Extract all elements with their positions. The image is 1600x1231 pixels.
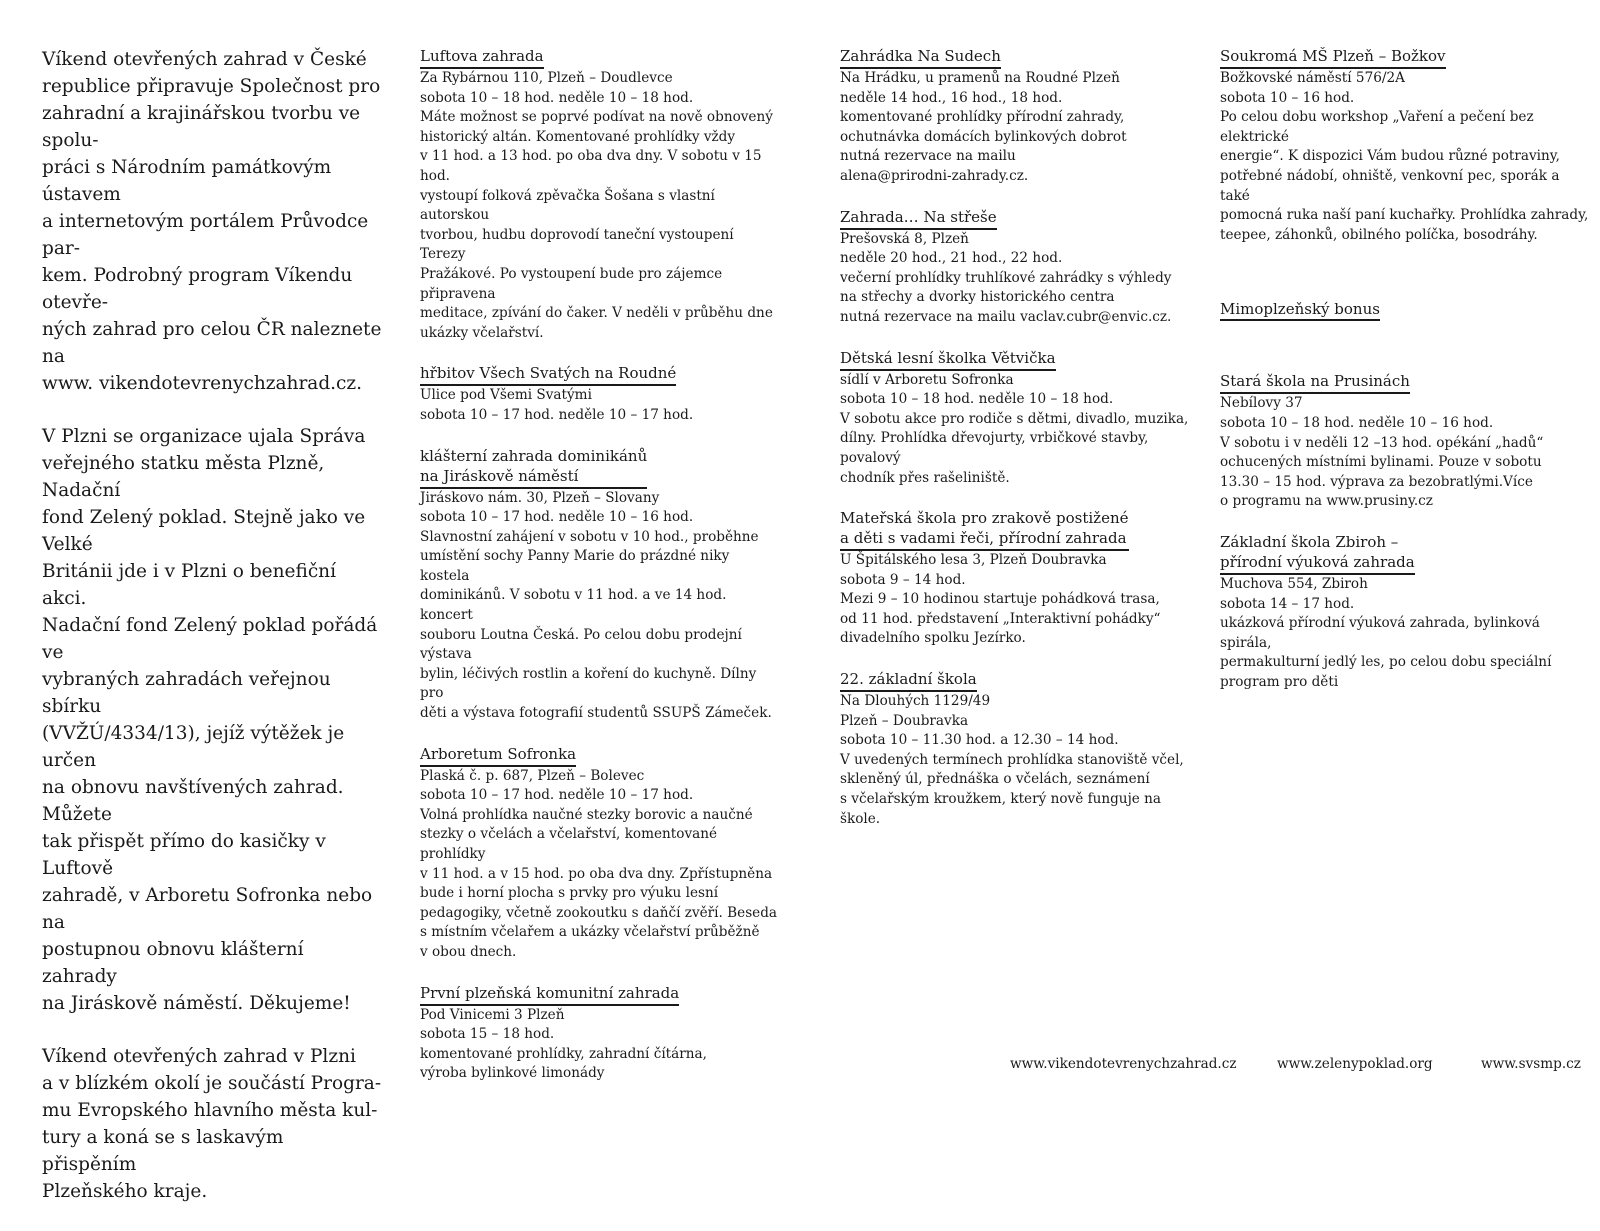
garden-description: večerní prohlídky truhlíkové zahrádky s výhledy na střechy a dvorky historického centra nutná rezervace na mailu vaclav.cubr@envic.cz.: [840, 269, 1172, 325]
footer-link-zelenypoklad[interactable]: www.zelenypoklad.org: [1277, 1056, 1433, 1072]
garden-address: Ulice pod Všemi Svatými: [420, 387, 592, 404]
garden-address: Plzeň – Doubravka: [840, 712, 969, 729]
garden-description: komentované prohlídky, zahradní čítárna, výroba bylinkové limonády: [420, 1045, 707, 1082]
garden-list-column-1: [420, 46, 780, 1104]
garden-hours: sobota 14 – 17 hod.: [1220, 595, 1355, 612]
garden-hours: sobota 15 – 18 hod.: [420, 1026, 555, 1043]
intro-text: [42, 46, 382, 1231]
garden-address: Jiráskovo nám. 30, Plzeň – Slovany: [420, 489, 660, 506]
garden-entry: [840, 46, 1200, 187]
garden-title: Dětská lesní školka Větvička: [840, 348, 1056, 371]
garden-description: ukázková přírodní výuková zahrada, bylinková spirála, permakulturní jedlý les, po celou dobu speciální program pro děti: [1220, 615, 1552, 690]
garden-description: Volná prohlídka naučné stezky borovic a naučné stezky o včelách a včelařství, komentované prohlídky v 11 hod. a v 15 hod. po oba dva dny. Zpřístupněna bude i horní plocha s prvky pro výuku lesní pedagogiky, včetně zookoutku s daňčí zvěří. Beseda s místním včelařem a ukázky včelařství průběžně v obou dnech.: [420, 806, 778, 960]
garden-description: Po celou dobu workshop „Vaření a pečení bez elektrické energie“. K dispozici Vám budou různé potraviny, potřebné nádobí, ohniště, venkovní pec, sporák a také pomocná ruka naší paní kuchařky. Prohlídka zahrady, teepee, záhonků, obilného políčka, bosodráhy.: [1220, 109, 1589, 243]
garden-entry: [420, 446, 780, 724]
garden-entry: [420, 363, 780, 425]
garden-description: Slavnostní zahájení v sobotu v 10 hod., proběhne umístění sochy Panny Marie do prázdné niky kostela dominikánů. V sobotu v 11 hod. a ve 14 hod. koncert souboru Loutna Česká. Po celou dobu prodejní výstava bylin, léčivých rostlin a koření do kuchyně. Dílny pro děti a výstava fotografií studentů SSUPŠ Zámeček.: [420, 528, 772, 722]
garden-hours: sobota 10 – 18 hod. neděle 10 – 16 hod.: [1220, 414, 1494, 431]
garden-hours: sobota 10 – 17 hod. neděle 10 – 17 hod.: [420, 406, 694, 423]
garden-address: Pod Vinicemi 3 Plzeň: [420, 1006, 565, 1023]
garden-hours: sobota 10 – 16 hod.: [1220, 89, 1355, 106]
garden-title: Mateřská škola pro zrakově postižené a děti s vadami řeči, přírodní zahrada: [840, 508, 1129, 551]
garden-entry: [1220, 46, 1590, 245]
garden-address: U Špitálského lesa 3, Plzeň Doubravka: [840, 552, 1107, 569]
garden-address: Za Rybárnou 110, Plzeň – Doudlevce: [420, 70, 673, 86]
garden-title: Arboretum Sofronka: [420, 744, 576, 767]
garden-address: Nebílovy 37: [1220, 395, 1303, 412]
garden-address: Božkovské náměstí 576/2A: [1220, 70, 1405, 86]
garden-hours: neděle 14 hod., 16 hod., 18 hod.: [840, 89, 1063, 106]
garden-entry: [420, 983, 780, 1084]
garden-entry: [1220, 532, 1590, 693]
garden-address: Na Dlouhých 1129/49: [840, 693, 991, 710]
garden-list-column-2: [840, 46, 1200, 849]
garden-title: Luftova zahrada: [420, 46, 544, 69]
bonus-heading: Mimoplzeňský bonus: [1220, 299, 1380, 321]
garden-description: V uvedených termínech prohlídka stanoviště včel, skleněný úl, přednáška o včelách, seznámení s včelařským kroužkem, který nově funguje na škole.: [840, 751, 1184, 827]
garden-description: V sobotu akce pro rodiče s dětmi, divadlo, muzika, dílny. Prohlídka dřevojurty, vrbičkové stavby, povalový chodník přes rašeliniště.: [840, 410, 1189, 486]
garden-entry: [420, 46, 780, 343]
garden-title: klášterní zahrada dominikánů na Jiráskově náměstí: [420, 446, 647, 489]
garden-hours: sobota 9 – 14 hod.: [840, 571, 966, 588]
garden-entry: [1220, 371, 1590, 512]
garden-entry: [840, 669, 1200, 829]
garden-hours: neděle 20 hod., 21 hod., 22 hod.: [840, 250, 1063, 267]
garden-address: sídlí v Arboretu Sofronka: [840, 371, 1014, 388]
garden-address: Na Hrádku, u pramenů na Roudné Plzeň: [840, 70, 1120, 86]
garden-title: Stará škola na Prusinách: [1220, 371, 1410, 394]
garden-address: Prešovská 8, Plzeň: [840, 230, 969, 247]
garden-title: 22. základní škola: [840, 669, 977, 692]
garden-hours: sobota 10 – 11.30 hod. a 12.30 – 14 hod.: [840, 732, 1119, 749]
garden-address: Plaská č. p. 687, Plzeň – Bolevec: [420, 767, 645, 784]
intro-paragraph: Víkend otevřených zahrad v České republice připravuje Společnost pro zahradní a krajinářskou tvorbu ve spolu- práci s Národním památkovým ústavem a internetovým portálem Průvodce par- kem. Podrobný program Víkendu otevře- ných zahrad pro celou ČR naleznete na www. vikendotevrenychzahrad.cz.: [42, 49, 382, 394]
garden-hours: sobota 10 – 18 hod. neděle 10 – 18 hod.: [420, 89, 694, 106]
garden-title: hřbitov Všech Svatých na Roudné: [420, 363, 676, 386]
garden-address: Muchova 554, Zbiroh: [1220, 575, 1368, 592]
garden-description: Máte možnost se poprvé podívat na nově obnovený historický altán. Komentované prohlídky vždy v 11 hod. a 13 hod. po oba dva dny. V sobotu v 15 hod. vystoupí folková zpěvačka Šošana s vlastní autorskou tvorbou, hudbu doprovodí taneční vystoupení Terezy Pražákové. Po vystoupení bude pro zájemce připravena meditace, zpívání do čaker. V neděli v průběhu dne ukázky včelařství.: [420, 109, 773, 341]
garden-entry: [840, 348, 1200, 489]
garden-description: Mezi 9 – 10 hodinou startuje pohádková trasa, od 11 hod. představení „Interaktivní pohádky“ divadelního spolku Jezírko.: [840, 591, 1161, 647]
footer-link-svsmp[interactable]: www.svsmp.cz: [1481, 1056, 1581, 1072]
garden-hours: sobota 10 – 18 hod. neděle 10 – 18 hod.: [840, 391, 1114, 408]
garden-title: Soukromá MŠ Plzeň – Božkov: [1220, 46, 1446, 69]
footer-link-vikend[interactable]: www.vikendotevrenychzahrad.cz: [1010, 1056, 1237, 1072]
intro-paragraph: V Plzni se organizace ujala Správa veřejného statku města Plzně, Nadační fond Zelený poklad. Stejně jako ve Velké Británii jde i v Plzni o benefiční akci. Nadační fond Zelený poklad pořádá ve vybraných zahradách veřejnou sbírku (VVŽÚ/4334/13), jejíž výtěžek je určen na obnovu navštívených zahrad. Můžete tak přispět přímo do kasičky v Luftově zahradě, v Arboretu Sofronka nebo na postupnou obnovu klášterní zahrady na Jiráskově náměstí. Děkujeme!: [42, 426, 378, 1014]
garden-hours: sobota 10 – 17 hod. neděle 10 – 17 hod.: [420, 787, 694, 804]
garden-description: V sobotu i v neděli 12 –13 hod. opékání „hadů“ ochucených místními bylinami. Pouze v sobotu 13.30 – 15 hod. výprava za bezobratlými.Více o programu na www.prusiny.cz: [1220, 434, 1544, 510]
garden-entry: [420, 744, 780, 963]
garden-hours: sobota 10 – 17 hod. neděle 10 – 16 hod.: [420, 509, 694, 526]
garden-title: Zahrada… Na střeše: [840, 207, 997, 230]
garden-title: První plzeňská komunitní zahrada: [420, 983, 679, 1006]
garden-description: komentované prohlídky přírodní zahrady, ochutnávka domácích bylinkových dobrot nutná rezervace na mailu alena@prirodni-zahrady.cz.: [840, 109, 1127, 184]
garden-list-column-3: [1220, 46, 1590, 712]
garden-title: Zahrádka Na Sudech: [840, 46, 1001, 69]
garden-entry: [840, 207, 1200, 328]
garden-entry: [840, 508, 1200, 649]
intro-paragraph: Víkend otevřených zahrad v Plzni a v blízkém okolí je součástí Progra- mu Evropského hlavního města kul- tury a koná se s laskavým přispěním Plzeňského kraje.: [42, 1046, 382, 1202]
garden-title: Základní škola Zbiroh – přírodní výuková zahrada: [1220, 532, 1415, 575]
